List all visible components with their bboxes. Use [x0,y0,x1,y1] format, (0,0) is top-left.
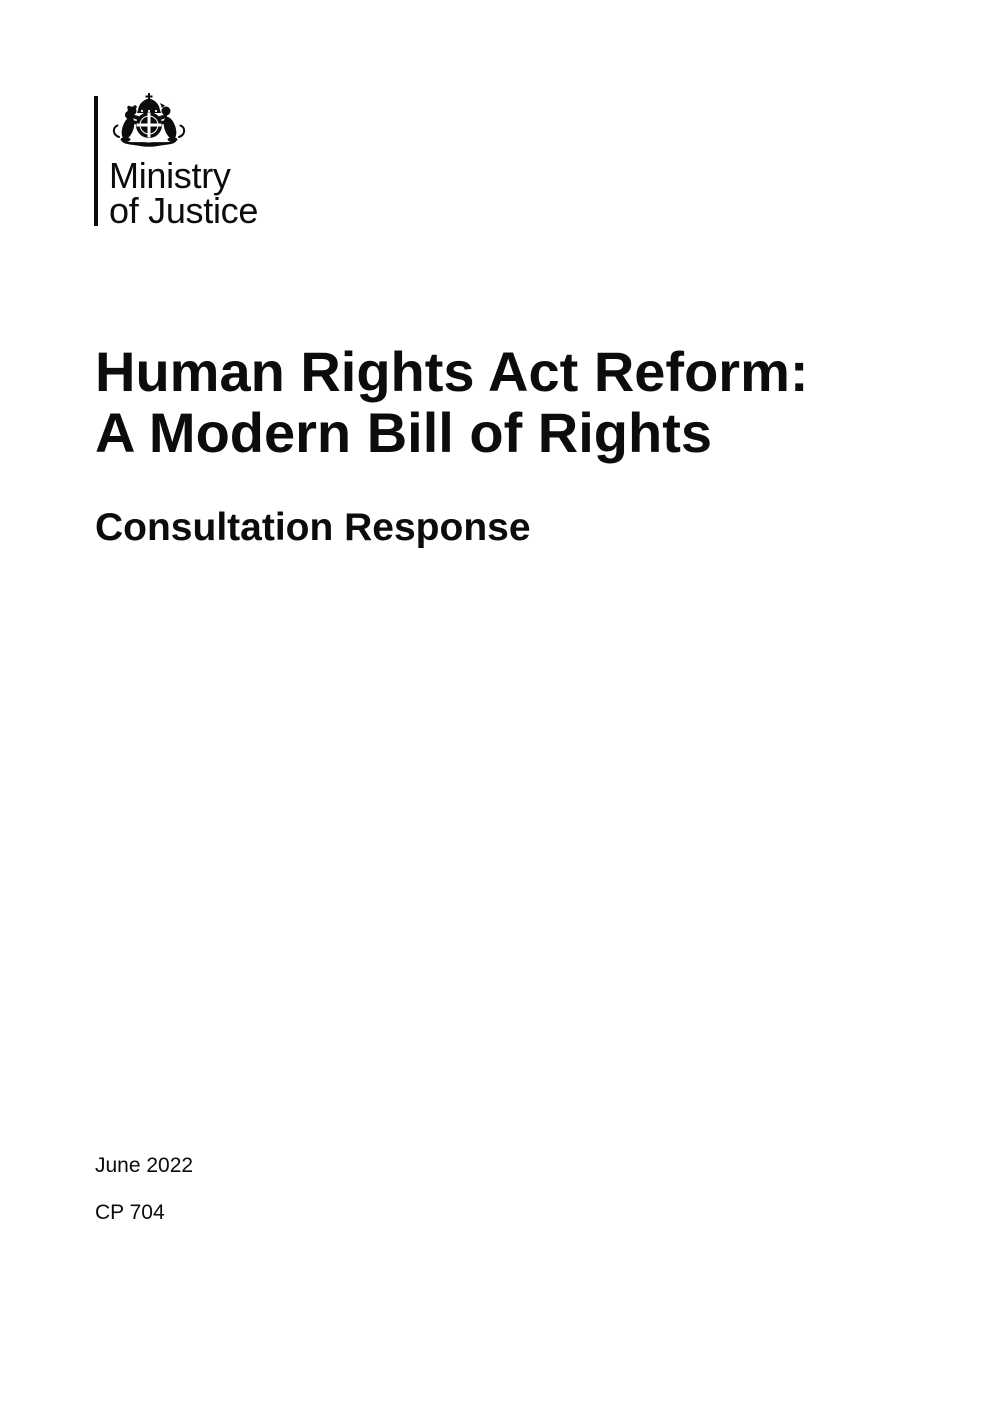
department-name [109,155,259,231]
page-subtitle: Consultation Response [95,506,531,549]
command-paper-number: CP 704 [95,1201,165,1224]
royal-coat-of-arms-icon [106,92,192,150]
page-title [95,341,809,463]
logo-divider-bar [94,96,98,226]
publication-date: June 2022 [95,1154,194,1177]
page-title-line2: A Modern Bill of Rights [95,401,712,464]
department-name-line1: Ministry [109,155,231,196]
page-title-line1: Human Rights Act Reform: [95,340,809,403]
department-name-line2: of Justice [109,190,259,231]
